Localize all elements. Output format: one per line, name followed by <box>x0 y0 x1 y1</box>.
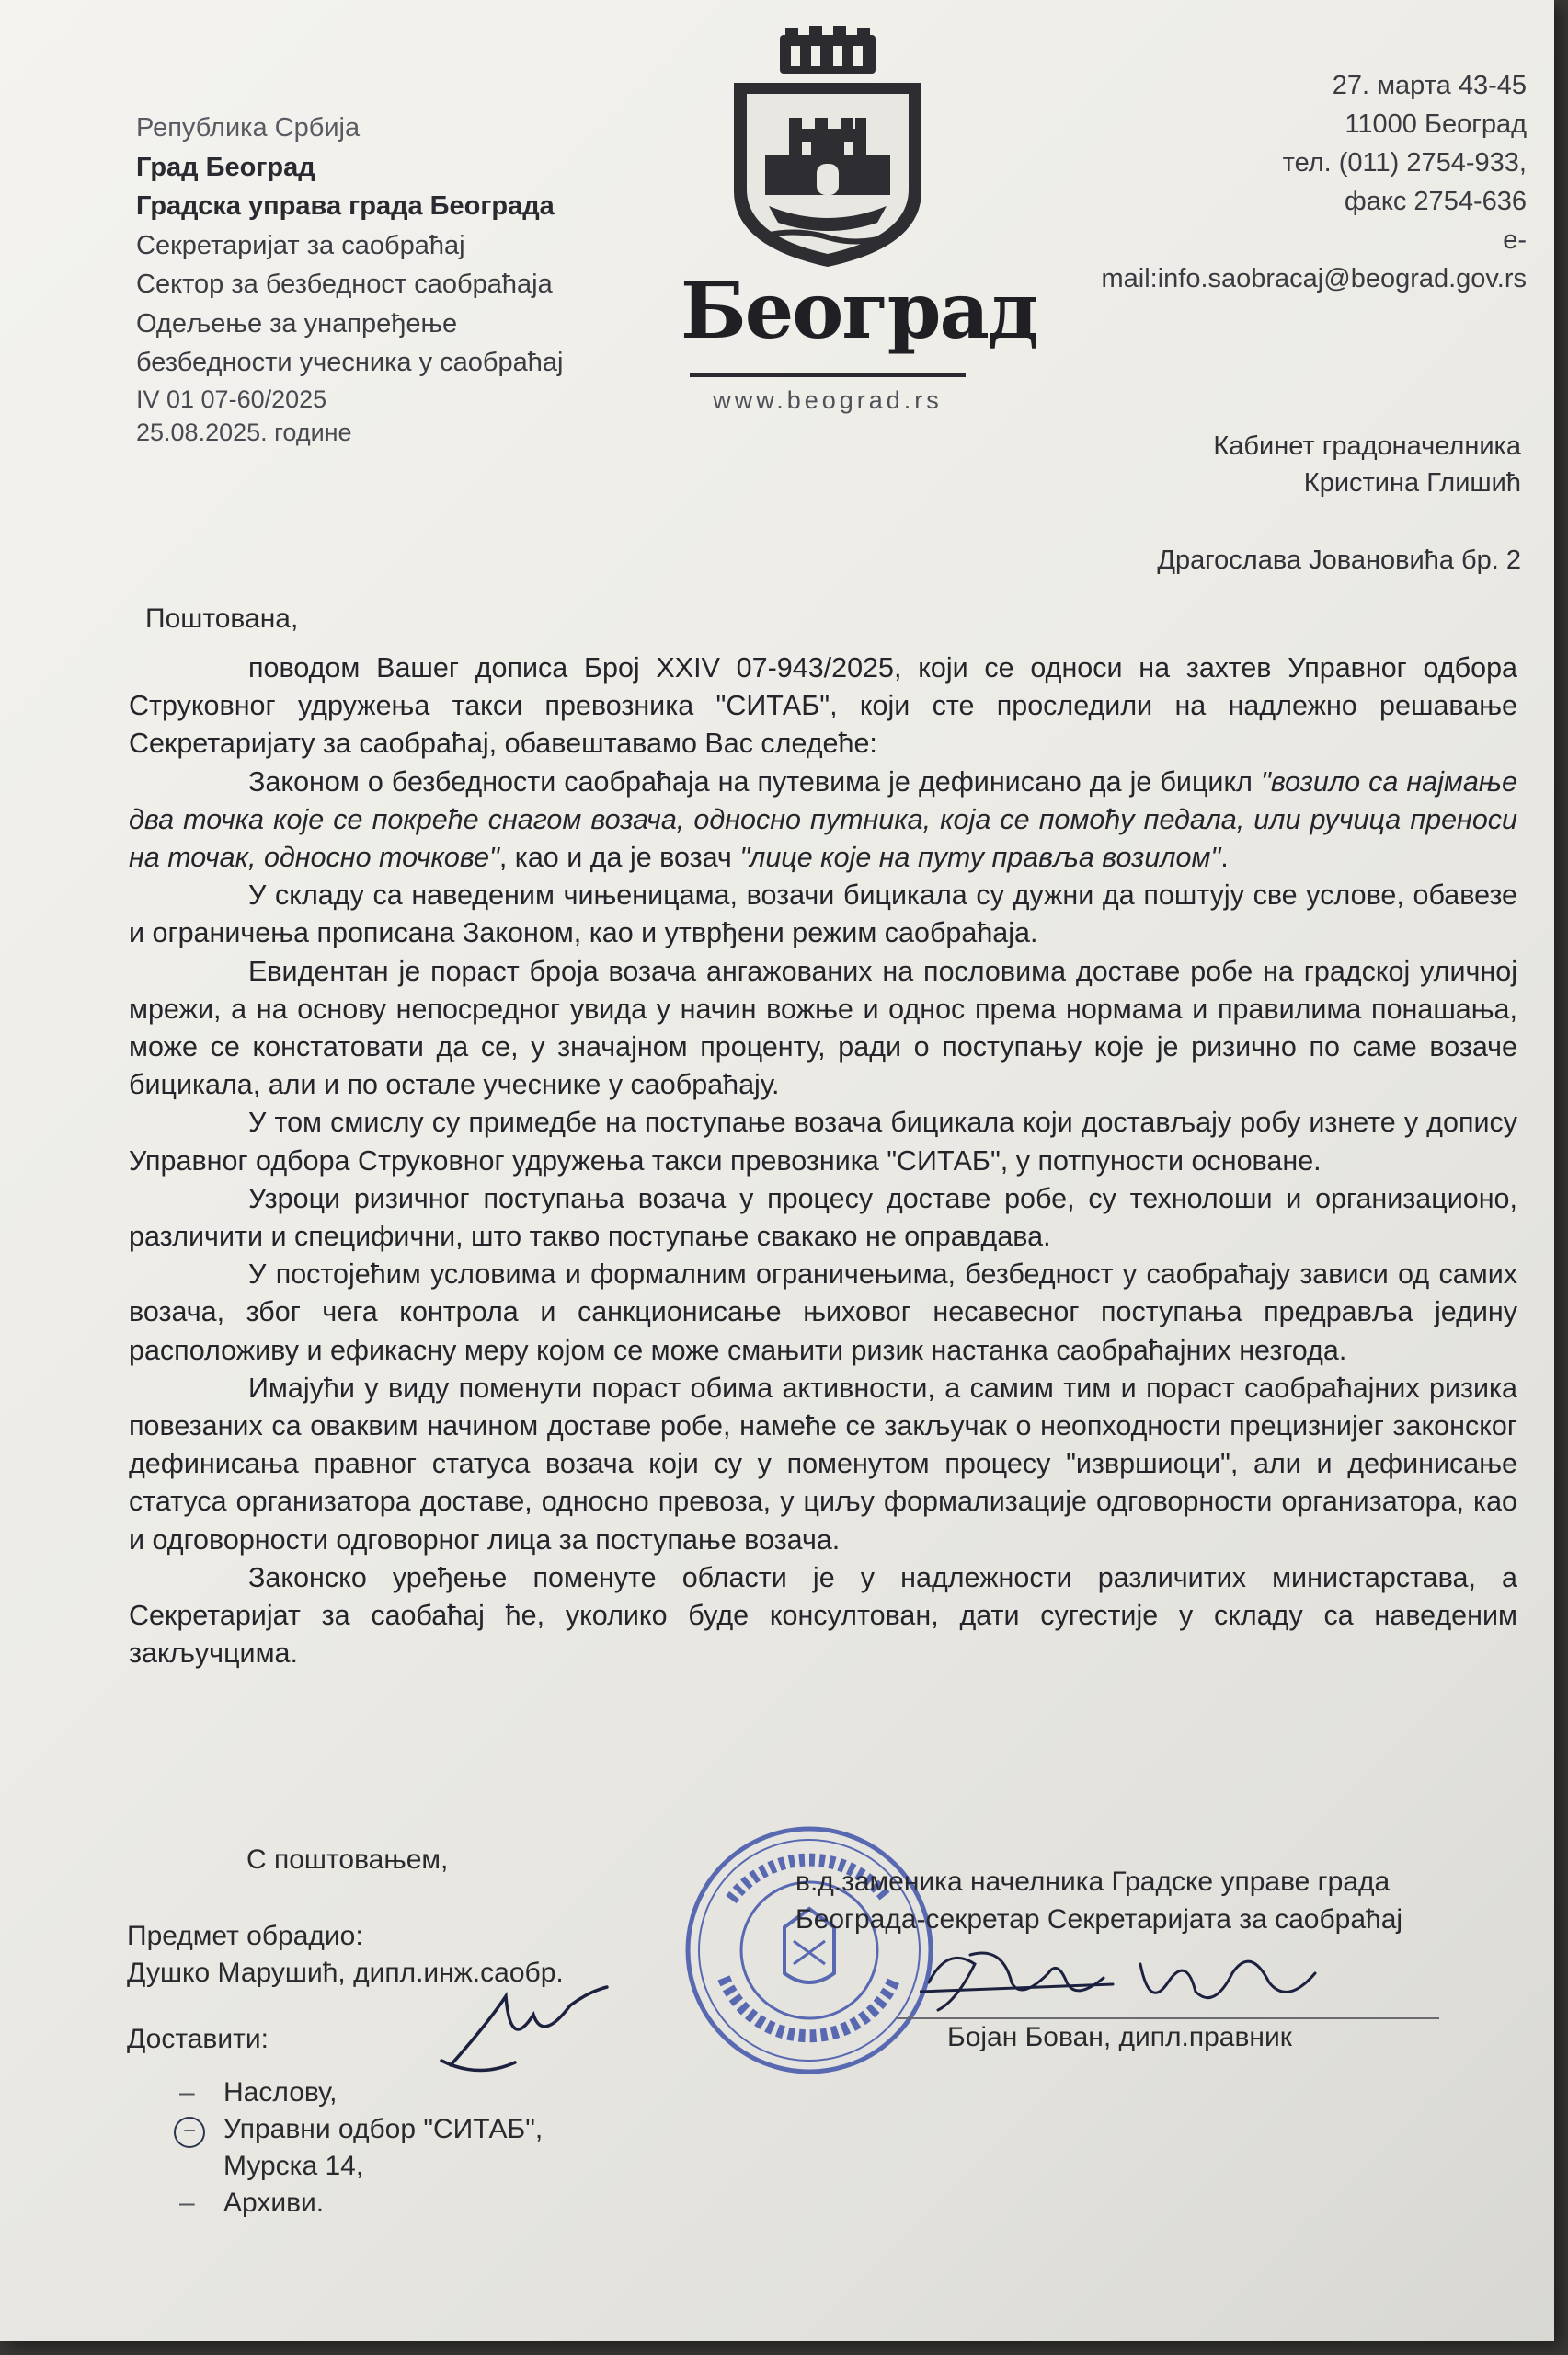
logo-url[interactable]: www.beograd.rs <box>713 386 943 414</box>
prepared-name: Душко Марушић, дипл.инж.саобр. <box>127 1958 564 1988</box>
city-logo <box>681 26 1037 414</box>
recipient-block <box>785 428 1521 579</box>
sender-department-line1: Одељење за унапређење <box>136 308 458 339</box>
salutation: Поштована, <box>145 603 299 634</box>
address-street: 27. марта 43-45 <box>1332 71 1527 100</box>
sender-department-line2: безбедности учесника у саобраћај <box>136 348 564 377</box>
recipient-office: Кабинет градоначелника <box>1213 431 1521 461</box>
paragraph-2: Законом о безбедности саобраћаја на путевима је дефинисано да је бицикл "возило са најмање два точка које се покреће снагом возача, односно путника, која се помоћу педала, или ручица преноси на точак, односно точкове", као и да је возач "лице које на путу прављa возилом". <box>129 765 1517 874</box>
paragraph-6: Узроци ризичног поступања возача у процесу доставе робе, су технолоши и организационо, различити и специфични, што такво поступање свакако не оправдава. <box>129 1182 1517 1253</box>
address-email[interactable]: mail:info.saobracaj@beograd.gov.rs <box>1101 264 1527 293</box>
paragraph-5: У том смислу су примедбе на поступање возача бицикала који достављају робу изнете у допису Управног одбора Струковног удружења такси превозника "СИТАБ", у потпуности основане. <box>129 1107 1517 1177</box>
sender-date: 25.08.2025. године <box>136 418 352 446</box>
sender-reference: IV 01 07-60/2025 <box>136 385 327 413</box>
paragraph-7: У постојећим условима и формалним ограничењима, безбедност у саобраћају зависи од самих возача, због чега контрола и санкционисање њиховог несавесног поступања предрављa јединy расположиву и ефикасну меру којом се може смањити ризик настанка саобраћајних незгода. <box>129 1258 1517 1366</box>
sender-city: Град Београд <box>136 152 315 182</box>
deliver-item: − Управни одбор "СИТАБ", <box>179 2111 543 2148</box>
recipient-street: Драгослава Јовановића бр. 2 <box>1157 546 1521 575</box>
recipient-name: Кристина Глишић <box>1303 468 1521 498</box>
address-postal: 11000 Београд <box>1345 109 1527 139</box>
address-block <box>1012 66 1527 298</box>
paragraph-4: Евидентан је пораст броја возача ангажованих на пословима доставе робе на градској уличној мрежи, а на основу непосредног увида у начин вожње и однос према нормама и правилима понашања, може се констатовати да се, у значајном проценту, ради о поступању које је ризично по саме возаче бицикала, али и по остале учеснике у саобраћају. <box>129 955 1517 1101</box>
logo-wordmark: Београд <box>681 265 1037 356</box>
official-stamp-icon <box>676 1817 943 2084</box>
signature-line <box>897 2017 1439 2019</box>
sender-secretariat: Секретаријат за саобраћај <box>136 230 465 260</box>
initials-signature-icon <box>432 1978 616 2088</box>
signatory-title-line2: Београда-секретар Секретаријата за саобраћај <box>795 1904 1403 1935</box>
deliver-item: Мурска 14, <box>223 2151 364 2181</box>
paragraph-9: Законско уређење поменуте области је у надлежности различитих министарстава, а Секретаријат за саобаћај ће, уколико буде консултован, дати сугестије у складу са наведеним закључцима. <box>129 1561 1517 1670</box>
address-email-prefix: e- <box>1503 225 1527 255</box>
deliver-item: – Наслову, <box>179 2077 338 2108</box>
address-phone: тел. (011) 2754-933, <box>1282 148 1527 178</box>
signature-icon <box>920 1927 1343 2019</box>
sender-sector: Сектор за безбедност саобраћаја <box>136 270 553 299</box>
paragraph-1: поводом Вашег дописа Број XXIV 07-943/2025, који се односи на захтев Управног одбора Струковног удружења такси превозника "СИТАБ", који сте проследили на надлежно решавање Секретаријату за саобраћај, обавештавамо Вас следеће: <box>129 652 1517 760</box>
letter-body <box>129 649 1517 1672</box>
deliver-list <box>179 2074 543 2222</box>
sender-republic: Република Србија <box>136 113 361 143</box>
logo-divider <box>690 373 966 377</box>
closing: С поштовањем, <box>246 1844 449 1875</box>
paragraph-3: У складу са наведеним чињеницама, возачи бицикала су дужни да поштују све услове, обавезе и ограничења прописана Законом, као и утврђени режим саобраћаја. <box>129 879 1517 949</box>
minus-circle-icon: − <box>174 2117 205 2148</box>
paragraph-8: Имајући у виду поменути пораст обима активности, а самим тим и пораст саобраћајних ризика повезаних са оваквим начином доставе робе, намеће се закључак о неопходности прецизнијег законског дефинисања правног статуса возача који су у поменутом процесу "извршиоци", али и дефинисање статуса организатора доставе, односно превоза, у циљу формализације одговорности организатора, као и одговорности одговорног лица за поступање возача. <box>129 1372 1517 1556</box>
coat-of-arms-icon <box>681 26 975 274</box>
signatory-title-line1: в.д.заменика начелника Градске управе града <box>795 1867 1391 1897</box>
sender-block <box>136 109 706 449</box>
deliver-label: Доставити: <box>127 2024 269 2054</box>
deliver-item: – Архиви. <box>179 2188 325 2218</box>
sender-administration: Градска управа града Београда <box>136 191 555 221</box>
prepared-label: Предмет обрадио: <box>127 1921 363 1951</box>
address-fax: факс 2754-636 <box>1344 187 1527 216</box>
signatory-name: Бојан Бован, дипл.правник <box>947 2022 1292 2052</box>
